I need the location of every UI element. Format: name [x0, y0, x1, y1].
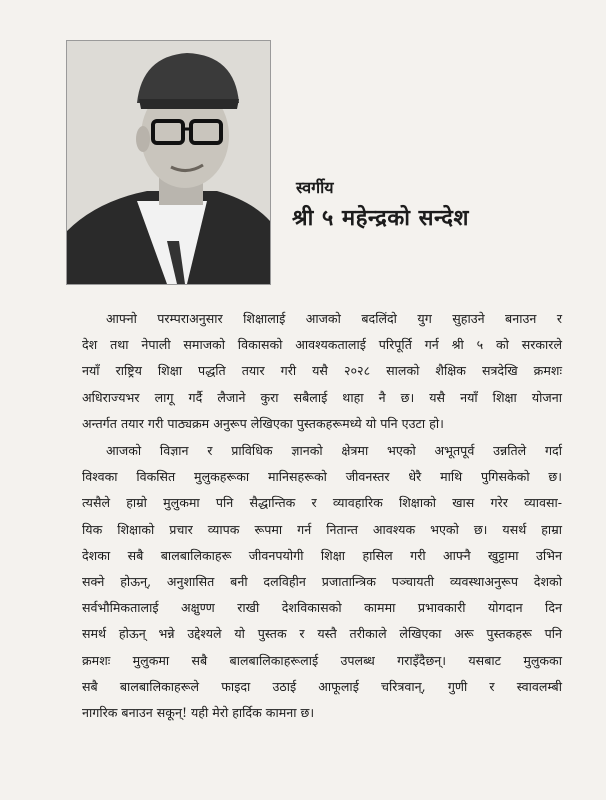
- paragraph-line: आजको विज्ञान र प्राविधिक ज्ञानको क्षेत्रमा भएको अभूतपूर्व उन्नतिले गर्दा: [106, 443, 562, 458]
- paragraph-line: अन्तर्गत तयार गरी पाठ्यक्रम अनुरूप लेखिएका पुस्तकहरूमध्ये यो पनि एउटा हो।: [82, 415, 444, 431]
- paragraph-line: अधिराज्यभर लागू गर्दै लैजाने कुरा सबैलाई थाहा नै छ। यसै नयाँ शिक्षा योजना: [82, 389, 562, 405]
- paragraph-line: देश तथा नेपाली समाजको विकासको आवश्यकतालाई परिपूर्ति गर्न श्री ५ को सरकारले: [82, 337, 562, 353]
- portrait-icon: [67, 41, 270, 284]
- message-header: [292, 176, 469, 232]
- paragraph-line: नयाँ राष्ट्रिय शिक्षा पद्धति तयार गरी यसै २०२८ सालको शैक्षिक सत्रदेखि क्रमशः: [82, 363, 562, 379]
- paragraph-line: त्यसैले हाम्रो मुलुकमा पनि सैद्धान्तिक र व्यावहारिक शिक्षाको खास गरेर व्यावसा-: [82, 495, 562, 511]
- header-subtitle: स्वर्गीय: [296, 178, 334, 197]
- paragraph-line: क्रमशः मुलुकमा सबै बालबालिकाहरूलाई उपलब्ध गराइँदैछन्। यसबाट मुलुकका: [82, 652, 562, 668]
- paragraph-line: सबै बालबालिकाहरूले फाइदा उठाई आफूलाई चरित्रवान्, गुणी र स्वावलम्बी: [82, 678, 562, 694]
- paragraph-line: सक्ने होऊन्, अनुशासित बनी दलविहीन प्रजातान्त्रिक पञ्चायती व्यवस्थाअनुरूप देशको: [82, 574, 562, 590]
- paragraph-line: यिक शिक्षाको प्रचार व्यापक रूपमा गर्न नितान्त आवश्यक भएको छ। यसर्थ हाम्रा: [82, 521, 562, 537]
- paragraph-line: सर्वभौमिकतालाई अक्षुण्ण राखी देशविकासको काममा प्रभावकारी योगदान दिन: [82, 600, 562, 616]
- paragraph-line: नागरिक बनाउन सकून्! यही मेरो हार्दिक कामना छ।: [82, 705, 315, 721]
- paragraph-line: देशका सबै बालबालिकाहरू जीवनपयोगी शिक्षा हासिल गरी आफ्नै खुट्टामा उभिन: [82, 547, 562, 563]
- portrait-photo: [66, 40, 271, 285]
- paragraph-1: [82, 306, 562, 437]
- paragraph-2: [82, 438, 562, 726]
- header-title: श्री ५ महेन्द्रको सन्देश: [292, 205, 469, 231]
- paragraph-line: विश्वका विकसित मुलुकहरूका मानिसहरूको जीवनस्तर धेरै माथि पुगिसकेको छ।: [82, 469, 562, 485]
- paragraph-line: समर्थ होऊन् भन्ने उद्देश्यले यो पुस्तक र यस्तै तरीकाले लेखिएका अरू पुस्तकहरू पनि: [82, 626, 562, 642]
- paragraph-line: आफ्नो परम्पराअनुसार शिक्षालाई आजको बदलिंदो युग सुहाउने बनाउन र: [106, 311, 562, 326]
